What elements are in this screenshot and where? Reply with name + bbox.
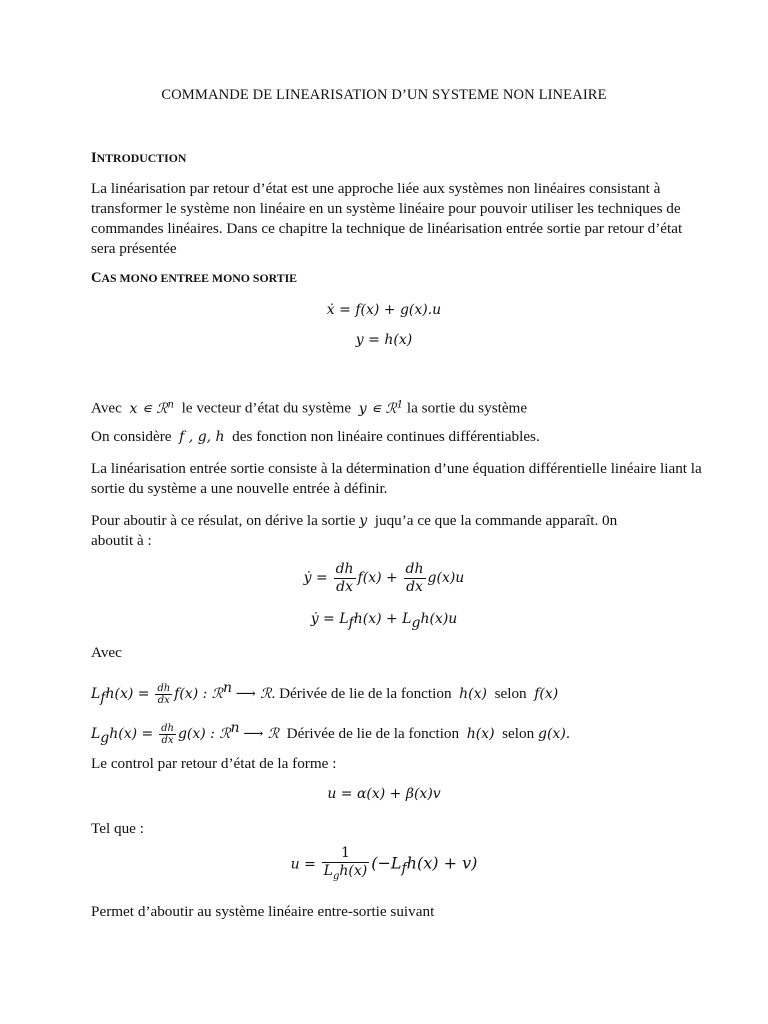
x-in-rn <box>130 401 174 417</box>
lg-selon: selon <box>502 725 535 743</box>
f-of-x-plus: f(x) + <box>357 569 398 586</box>
lf-n-sup: n <box>222 680 232 696</box>
linearisation-paragraph: La linéarisation entrée sortie consiste à la détermination d’une équation différentielle linéaire liant la sortie du système a une nouvelle entrée à définir. <box>91 460 702 497</box>
den-L: L <box>323 863 333 879</box>
pour-text-a: Pour aboutir à ce résulat, on dérive la sortie <box>91 512 356 529</box>
lg-g-of-x: g(x). <box>538 726 571 743</box>
equation-state: ẋ = f(x) + g(x).u <box>326 302 442 318</box>
fraction-denominator: dx <box>406 579 423 595</box>
page-title: COMMANDE DE LINEARISATION D’UN SYSTEME NON LINEAIRE <box>161 87 607 103</box>
lg-definition-line <box>91 718 570 748</box>
considere-label: On considère <box>91 428 172 445</box>
lg-n-sup: n <box>230 720 240 736</box>
avec-label: Avec <box>91 399 122 417</box>
control-text: Le control par retour d’état de la forme : <box>91 755 337 772</box>
dh-dx-fraction-2 <box>404 561 426 596</box>
considere-line <box>91 427 540 447</box>
equation-u-inverse <box>0 845 768 885</box>
lie-end: h(x)u <box>420 611 458 627</box>
equation-output: y = h(x) <box>355 332 413 348</box>
introduction-heading <box>91 150 186 167</box>
equation-ydot-lie <box>0 610 768 631</box>
siso-heading <box>91 270 297 287</box>
avec-state-line <box>91 395 527 419</box>
equation-ydot-fraction <box>0 561 768 596</box>
y-in-r1 <box>359 401 403 417</box>
ydot-lie-lhs: ẏ = L <box>310 611 349 627</box>
lg-g-map: g(x) : ℛ <box>177 726 231 743</box>
lf-f-map: f(x) : ℛ <box>174 686 223 703</box>
fraction-denominator: dx <box>161 735 174 747</box>
equation-control-law: u = α(x) + β(x)v <box>327 786 441 802</box>
lf-selon: selon <box>494 685 527 703</box>
lf-arrow: ⟶ ℛ <box>235 686 272 703</box>
u-rhs-sub-f: f <box>401 860 407 877</box>
lg-derivee-text: Dérivée de lie de la fonction <box>286 725 460 743</box>
sub-f: f <box>348 615 354 632</box>
u-rhs-b: h(x) + v) <box>406 853 478 873</box>
lg-h-of-x: h(x) <box>466 726 495 743</box>
den-h-of-x: h(x) <box>339 863 368 879</box>
fraction-numerator: dh <box>335 561 354 577</box>
lie-mid: h(x) + L <box>353 611 412 627</box>
output-text: la sortie du système <box>406 399 528 417</box>
lf-h-of-x: h(x) <box>459 686 487 703</box>
introduction-heading-rest: NTRODUCTION <box>96 151 187 165</box>
pour-text-b: juqu’a ce que la commande apparaît. 0n <box>374 512 618 529</box>
siso-heading-initial: C <box>91 270 102 286</box>
lg-L: L <box>91 726 101 743</box>
introduction-heading-initial: I <box>91 150 97 166</box>
aboutit-line: aboutit à : <box>91 532 152 549</box>
n-superscript: n <box>167 399 174 410</box>
sub-g: g <box>411 615 421 632</box>
fraction-numerator: dh <box>405 561 424 577</box>
lf-definition-line <box>91 678 558 708</box>
lg-h-of-x-eq: h(x) = <box>109 726 154 743</box>
state-vector-text: le vecteur d’état du système <box>181 399 352 417</box>
siso-heading-rest: AS MONO ENTREE MONO SORTIE <box>101 271 298 285</box>
u-rhs-a: (−L <box>371 853 402 873</box>
g-of-x-u: g(x)u <box>427 569 465 586</box>
lg-sub-g: g <box>100 730 110 747</box>
fraction-denominator: dx <box>157 695 170 707</box>
x-in-r-symbol: x ∊ ℛ <box>129 400 168 417</box>
den-sub-g: g <box>332 870 340 882</box>
fraction-numerator: dh <box>161 723 174 735</box>
tel-que-text: Tel que : <box>91 820 144 837</box>
fraction-numerator: dh <box>157 683 171 695</box>
fraction-denominator: dx <box>336 579 353 595</box>
y-variable: y <box>359 513 368 529</box>
ydot-lhs: ẏ = <box>303 569 328 586</box>
pour-line <box>91 511 617 531</box>
lf-L: L <box>91 686 101 703</box>
fraction-denominator-lgh <box>322 863 370 885</box>
lg-arrow: ⟶ ℛ <box>243 726 280 743</box>
one-superscript: 1 <box>396 399 404 410</box>
y-in-r-symbol: y ∊ ℛ <box>358 400 397 417</box>
permet-text: Permet d’aboutir au système linéaire entre-sortie suivant <box>91 903 435 920</box>
u-lhs: u = <box>290 856 316 873</box>
one-over-lgh-fraction <box>322 845 370 885</box>
introduction-paragraph: La linéarisation par retour d’état est une approche liée aux systèmes non linéaires consistant à transformer le système non linéaire en un système linéaire pour pouvoir utiliser les techniques de commandes linéaires. Dans ce chapitre la technique de linéarisation entrée sortie par retour d’état sera présentée <box>91 180 683 257</box>
lf-h-of-x-eq: h(x) = <box>105 686 150 703</box>
avec-label-2: Avec <box>91 644 122 661</box>
lf-f-of-x: f(x) <box>534 686 559 703</box>
dh-dx-fraction-1 <box>334 561 356 596</box>
fraction-numerator-one: 1 <box>322 845 370 863</box>
dh-dx-small-fraction-1 <box>155 683 172 706</box>
lf-derivee-text: . Dérivée de lie de la fonction <box>271 685 452 703</box>
dh-dx-small-fraction-2 <box>159 723 176 746</box>
considere-text: des fonction non linéaire continues différentiables. <box>232 428 540 445</box>
lf-sub-f: f <box>100 690 106 707</box>
fgh-symbols: f , g, h <box>179 429 225 445</box>
